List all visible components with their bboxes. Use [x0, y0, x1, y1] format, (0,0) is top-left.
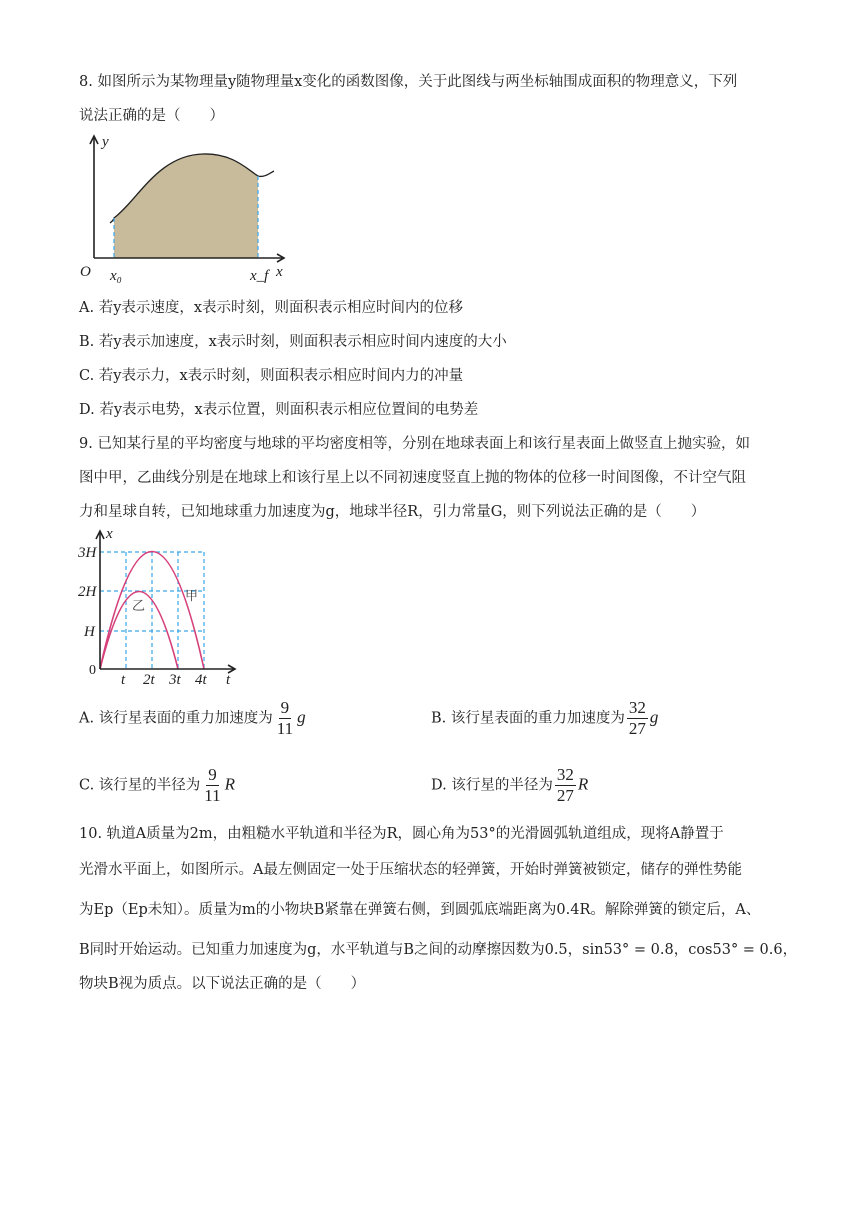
q9-option-d[interactable]	[431, 765, 588, 806]
q8-option-c[interactable]: C. 若y表示力，x表示时刻，则面积表示相应时间内力的冲量	[79, 368, 464, 384]
q9-option-d-text: D. 该行星的半径为	[431, 777, 553, 794]
q10-stem-line5: 物块B视为质点。以下说法正确的是（ ）	[79, 976, 366, 992]
q8-option-d[interactable]: D. 若y表示电势，x表示位置，则面积表示相应位置间的电势差	[79, 402, 479, 418]
q9-option-b-fraction	[627, 698, 648, 739]
q8-origin-label: O	[80, 264, 91, 280]
q10-stem-line2: 光滑水平面上，如图所示。A最左侧固定一处于压缩状态的轻弹簧，开始时弹簧被锁定，储存的弹性势能	[79, 862, 742, 878]
q9-option-b-var: g	[649, 707, 659, 727]
q9-option-c-den: 11	[204, 786, 221, 805]
q9-option-d-var: R	[577, 774, 589, 794]
q9-option-b-num: 32	[628, 698, 646, 717]
q9-option-a-fraction	[275, 698, 295, 739]
q9-ytick-h: H	[84, 624, 95, 640]
q9-ytick-2h: 2H	[78, 584, 97, 600]
q9-label-yi: 乙	[132, 599, 146, 614]
q8-xf-label: x_f	[250, 268, 269, 284]
q9-option-a-num: 9	[280, 698, 290, 717]
q8-option-a[interactable]: A. 若y表示速度，x表示时刻，则面积表示相应时间内的位移	[79, 300, 464, 316]
q8-y-label: y	[102, 134, 109, 150]
q8-stem-line1: 8. 如图所示为某物理量y随物理量x变化的函数图像，关于此图线与两坐标轴围成面积的物理意义，下列	[79, 74, 738, 90]
q9-stem-line3: 力和星球自转，已知地球重力加速度为g，地球半径R，引力常量G，则下列说法正确的是（ ）	[79, 504, 706, 520]
q8-option-b[interactable]: B. 若y表示加速度，x表示时刻，则面积表示相应时间内速度的大小	[79, 334, 507, 350]
q9-option-c[interactable]	[79, 765, 235, 806]
q8-figure	[78, 130, 293, 285]
q9-option-c-var: R	[224, 774, 236, 794]
q9-option-b-den: 27	[628, 719, 646, 738]
q9-label-jia: 甲	[185, 589, 199, 604]
q8-area-fill	[114, 154, 258, 258]
q9-stem-line1: 9. 已知某行星的平均密度与地球的平均密度相等，分别在地球表面上和该行星表面上做竖直上抛实验，如	[79, 436, 750, 452]
q8-stem-line2: 说法正确的是（ ）	[79, 108, 224, 124]
q9-option-a-den: 11	[276, 719, 294, 738]
q9-option-b-text: B. 该行星表面的重力加速度为	[431, 710, 625, 727]
q9-ytick-3h: 3H	[78, 545, 97, 561]
q9-figure	[76, 528, 241, 688]
q9-option-d-den: 27	[556, 786, 574, 805]
q8-x-label: x	[276, 264, 283, 280]
q9-option-c-fraction	[202, 765, 222, 806]
q9-option-a[interactable]	[79, 698, 306, 739]
q9-option-d-num: 32	[556, 765, 574, 784]
q10-stem-line4: B同时开始运动。已知重力加速度为g，水平轨道与B之间的动摩擦因数为0.5，sin53° = 0.8，cos53° = 0.6，	[79, 942, 798, 958]
q9-origin-label: 0	[89, 663, 96, 678]
q9-y-label: x	[106, 528, 113, 542]
q9-stem-line2: 图中甲，乙曲线分别是在地球上和该行星上以不同初速度竖直上抛的物体的位移一时间图像，不计空气阻	[79, 470, 746, 486]
q10-stem-line3: 为Ep（Ep未知）。质量为m的小物块B紧靠在弹簧右侧，到圆弧底端距离为0.4R。解除弹簧的锁定后，A、	[79, 902, 761, 918]
q9-xtick-t: t	[121, 672, 126, 688]
q9-option-c-text: C. 该行星的半径为	[79, 777, 201, 794]
q9-xtick-4t: 4t	[195, 672, 207, 688]
q9-option-a-var: g	[297, 707, 306, 727]
q9-option-d-fraction	[555, 765, 576, 806]
q9-option-a-text: A. 该行星表面的重力加速度为	[79, 710, 273, 727]
q9-xtick-2t: 2t	[143, 672, 155, 688]
q9-xtick-3t: 3t	[169, 672, 181, 688]
q9-option-b[interactable]	[431, 698, 658, 739]
q8-x0-label: x₀	[110, 268, 122, 284]
q10-stem-line1: 10. 轨道A质量为2m，由粗糙水平轨道和半径为R，圆心角为53°的光滑圆弧轨道组成，现将A静置于	[79, 826, 724, 842]
q9-option-c-num: 9	[208, 765, 217, 784]
q9-x-label: t	[226, 672, 231, 688]
